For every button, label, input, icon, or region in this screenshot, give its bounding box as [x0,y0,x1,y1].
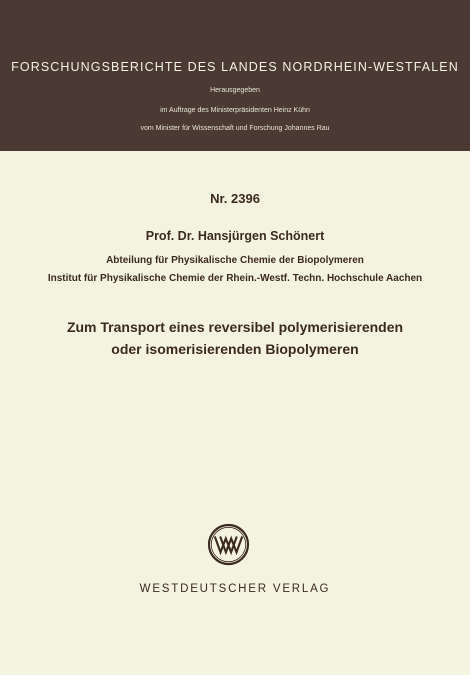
editor-line-herausgegeben: Herausgegeben [210,87,260,94]
editor-line-ministerpraesident: im Auftrage des Ministerpräsidenten Heinz Kühn [160,107,310,114]
series-header-band [0,0,470,151]
series-title: FORSCHUNGSBERICHTE DES LANDES NORDRHEIN-WESTFALEN [11,60,459,74]
affiliation-department: Abteilung für Physikalische Chemie der Biopolymeren [106,255,364,266]
author-name: Prof. Dr. Hansjürgen Schönert [145,229,325,243]
report-title-line-2: oder isomerisierenden Biopolymeren [111,341,359,357]
westdeutscher-verlag-ww-logo-icon [207,523,250,566]
report-number: Nr. 2396 [210,191,260,206]
editor-line-minister: vom Minister für Wissenschaft und Forschung Johannes Rau [140,125,330,132]
affiliation-institute: Institut für Physikalische Chemie der Rhein.-Westf. Techn. Hochschule Aachen [47,273,423,284]
publisher-name: WESTDEUTSCHER VERLAG [139,583,331,595]
report-title-line-1: Zum Transport eines reversibel polymerisierenden [66,319,404,335]
